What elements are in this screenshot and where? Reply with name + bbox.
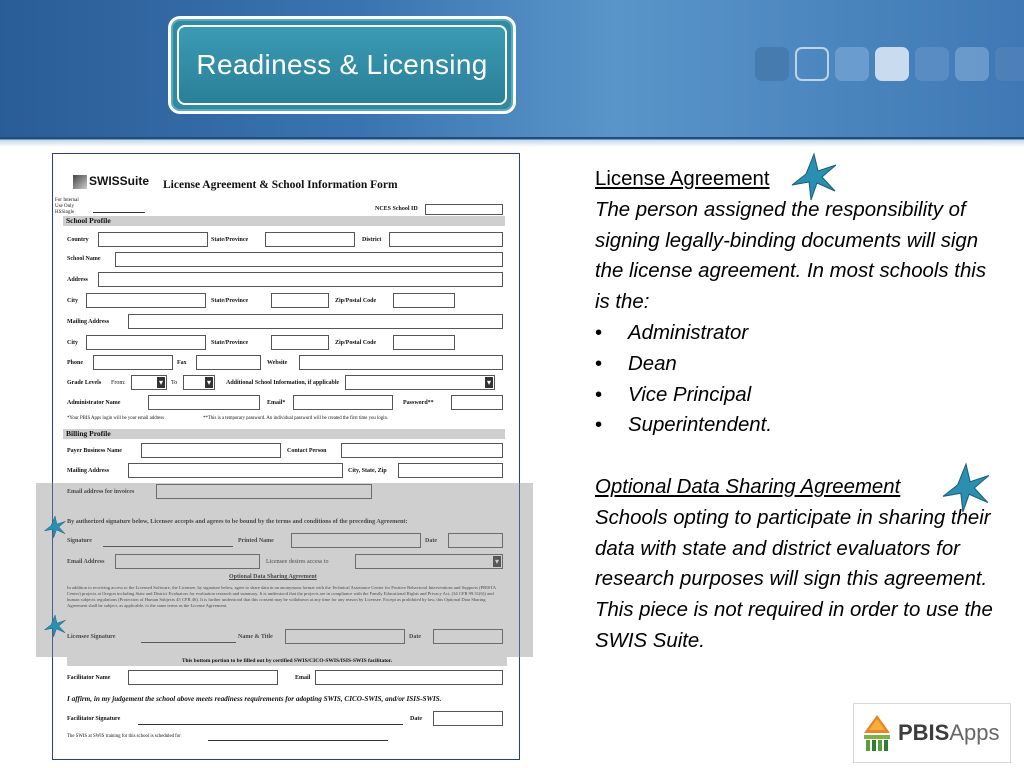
- swis-logo: SWISSuite: [73, 174, 149, 189]
- signer-list: [595, 318, 1005, 441]
- license-heading: License Agreement: [595, 168, 770, 190]
- decorative-squares: [755, 47, 1024, 83]
- title-box: [168, 16, 516, 114]
- explanation-text: [595, 164, 1005, 657]
- section-school-profile: School Profile: [63, 216, 505, 226]
- license-body: The person assigned the responsibility of signing legally-binding documents will sign the license agreement. In most schools this is the:: [595, 198, 987, 314]
- pbis-logo-icon: [860, 713, 894, 753]
- slide-title: Readiness & Licensing: [196, 49, 488, 80]
- swis-logo-icon: [73, 175, 87, 189]
- list-item: • Administrator: [595, 318, 1005, 349]
- star-icon: [43, 614, 67, 638]
- header-band: [0, 0, 1024, 140]
- license-form-image: SWISSuite License Agreement & School Information Form For Internal Use Only HSSingle NCES School ID School Profile Country State/Province District School Name Address City State/Province Zip/Postal Code Mailing Address City State/Province Zip/Postal Code Phone Fax Website Grade Levels From: ▾ To ▾ Additional School Information, if applicable ▾ Administrator Name Email* Password** *Your PBIS Apps login will be your email address **This is a temporary password. An individual password will be created the first time you login. Billing Profile Payer Business Name Contact Person Mailing Address City, State, Zip Email address for invoices By authorized signature below, Licensee accepts and agrees to be bound by the terms and conditions of the preceding Agreement: Signature Printed Name Date Email Address Licensee desires access to ▾ Optional Data Sharing Agreement In addition to receiving access to the Licensed Software, the Licensee, by signature below, agree to share data in an anonymous format with the Technical Assistance Center for Positive Behavioral Interventions and Supports (PBISTA Center) projects at Oregon including State and District Evaluators for evaluation research and summary. It is understood that the projects are in compliance with the Family Educational Rights and Privacy Act, (34 CFR 99.31(6)) and human subjects regulations (Protection of Human Subjects 45 CFR 46). It is further understood that this consent may be withdrawn at any time for any reason by Licensee. Except as prohibited by law, this Optional Data Sharing Agreement shall be subject, as applicable, to the same terms as the License Agreement. Licensee Signature Name & Title Date This bottom portion to be filled out by certified SWIS/CICO-SWIS/ISIS-SWIS facilitator. Facilitator Name Email I affirm, in my judgement the school above meets readiness requirements for adopting SWIS, CICO-SWIS, and/or ISIS-SWIS. Facilitator Signature Date The SWIS at SWIS training for this school is scheduled for: [52, 153, 520, 760]
- corner-note: For Internal Use Only HSSingle: [55, 198, 79, 215]
- list-item: • Vice Principal: [595, 380, 1005, 411]
- optional-section-highlight: [36, 483, 533, 657]
- facilitator-bar: This bottom portion to be filled out by certified SWIS/CICO-SWIS/ISIS-SWIS facilitator.: [67, 657, 507, 666]
- list-item: • Dean: [595, 349, 1005, 380]
- pbis-apps-logo: PBISApps: [853, 703, 1011, 763]
- form-title: License Agreement & School Information Form: [163, 179, 398, 191]
- star-icon: [43, 515, 67, 539]
- section-billing-profile: Billing Profile: [63, 429, 505, 439]
- list-item: • Superintendent.: [595, 410, 1005, 441]
- optional-heading: Optional Data Sharing Agreement: [595, 475, 901, 498]
- optional-body: Schools opting to participate in sharing their data with state and district evaluators for research purposes will sign this agreement. This piece is not required in order to use the SWIS Suite.: [595, 506, 993, 652]
